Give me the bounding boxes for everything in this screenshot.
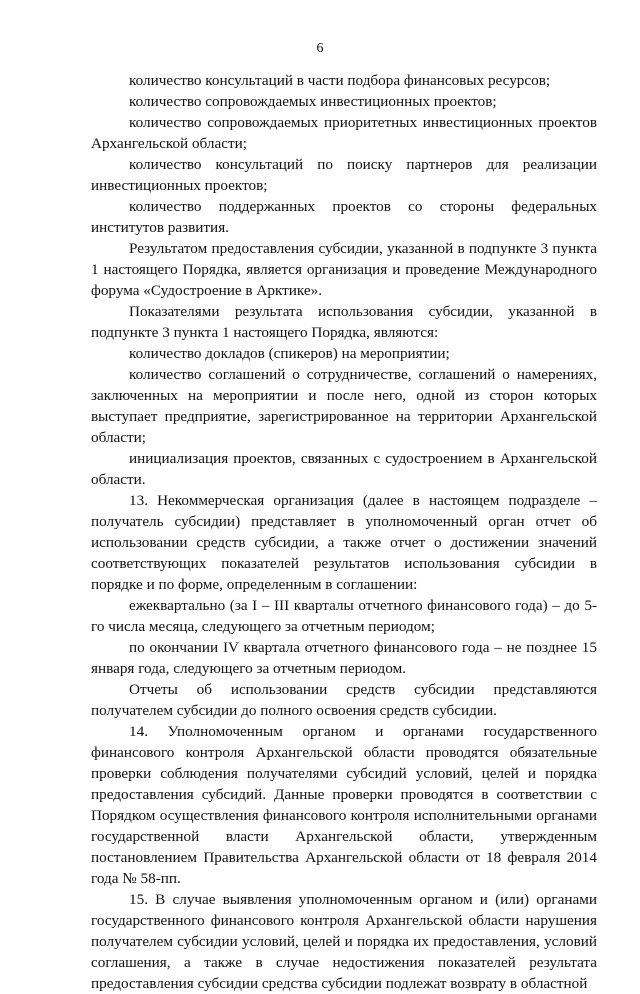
paragraph-quarterly-report: ежеквартально (за I – III кварталы отчетного финансового года) – до 5-го числа месяца, следующего за отчетным периодом; xyxy=(91,597,597,635)
document-body xyxy=(91,70,597,994)
paragraph-supported-projects: количество сопровождаемых инвестиционных проектов; xyxy=(129,93,497,110)
paragraph-federal-institutions: количество поддержанных проектов со стороны федеральных институтов развития. xyxy=(91,198,597,236)
paragraph-project-initialization: инициализация проектов, связанных с судостроением в Архангельской области. xyxy=(91,450,597,488)
paragraph-priority-projects: количество сопровождаемых приоритетных инвестиционных проектов Архангельской области; xyxy=(91,114,597,152)
paragraph-partner-consultations: количество консультаций по поиску партнеров для реализации инвестиционных проектов; xyxy=(91,156,597,194)
paragraph-speakers-count: количество докладов (спикеров) на мероприятии; xyxy=(129,345,450,362)
paragraph-agreements-count: количество соглашений о сотрудничестве, соглашений о намерениях, заключенных на мероприятии и после него, одной из сторон которых выступает предприятие, зарегистрированное на территории Архангельской области; xyxy=(91,366,597,446)
paragraph-clause-15: 15. В случае выявления уполномоченным органом и (или) органами государственного финансового контроля Архангельской области нарушения получателем субсидии условий, целей и порядка их предоставления, условий соглашения, а также в случае недостижения показателей результата предоставления субсидии средства субсидии подлежат возврату в областной xyxy=(91,891,597,992)
paragraph-consultations-financing: количество консультаций в части подбора финансовых ресурсов; xyxy=(129,72,551,89)
paragraph-result-indicators: Показателями результата использования субсидии, указанной в подпункте 3 пункта 1 настоящего Порядка, являются: xyxy=(91,303,597,341)
paragraph-clause-14: 14. Уполномоченным органом и органами государственного финансового контроля Архангельской области проводятся обязательные проверки соблюдения получателями субсидий условий, целей и порядка предоставления субсидий. Данные проверки проводятся в соответствии с Порядком осуществления финансового контроля исполнительными органами государственной власти Архангельской области, утвержденным постановлением Правительства Архангельской области от 18 февраля 2014 года № 58-пп. xyxy=(91,723,597,887)
paragraph-clause-13: 13. Некоммерческая организация (далее в настоящем подразделе – получатель субсидии) представляет в уполномоченный орган отчет об использовании средств субсидии, а также отчет о достижении значений соответствующих показателей результатов использования субсидии в порядке и по форме, определенным в соглашении: xyxy=(91,492,597,593)
paragraph-forum-result: Результатом предоставления субсидии, указанной в подпункте 3 пункта 1 настоящего Порядка, является организация и проведение Международного форума «Судостроение в Арктике». xyxy=(91,240,597,299)
paragraph-report-submission: Отчеты об использовании средств субсидии представляются получателем субсидии до полного освоения средств субсидии. xyxy=(91,681,597,719)
paragraph-annual-report: по окончании IV квартала отчетного финансового года – не позднее 15 января года, следующего за отчетным периодом. xyxy=(91,639,597,677)
page-number: 6 xyxy=(316,41,324,56)
